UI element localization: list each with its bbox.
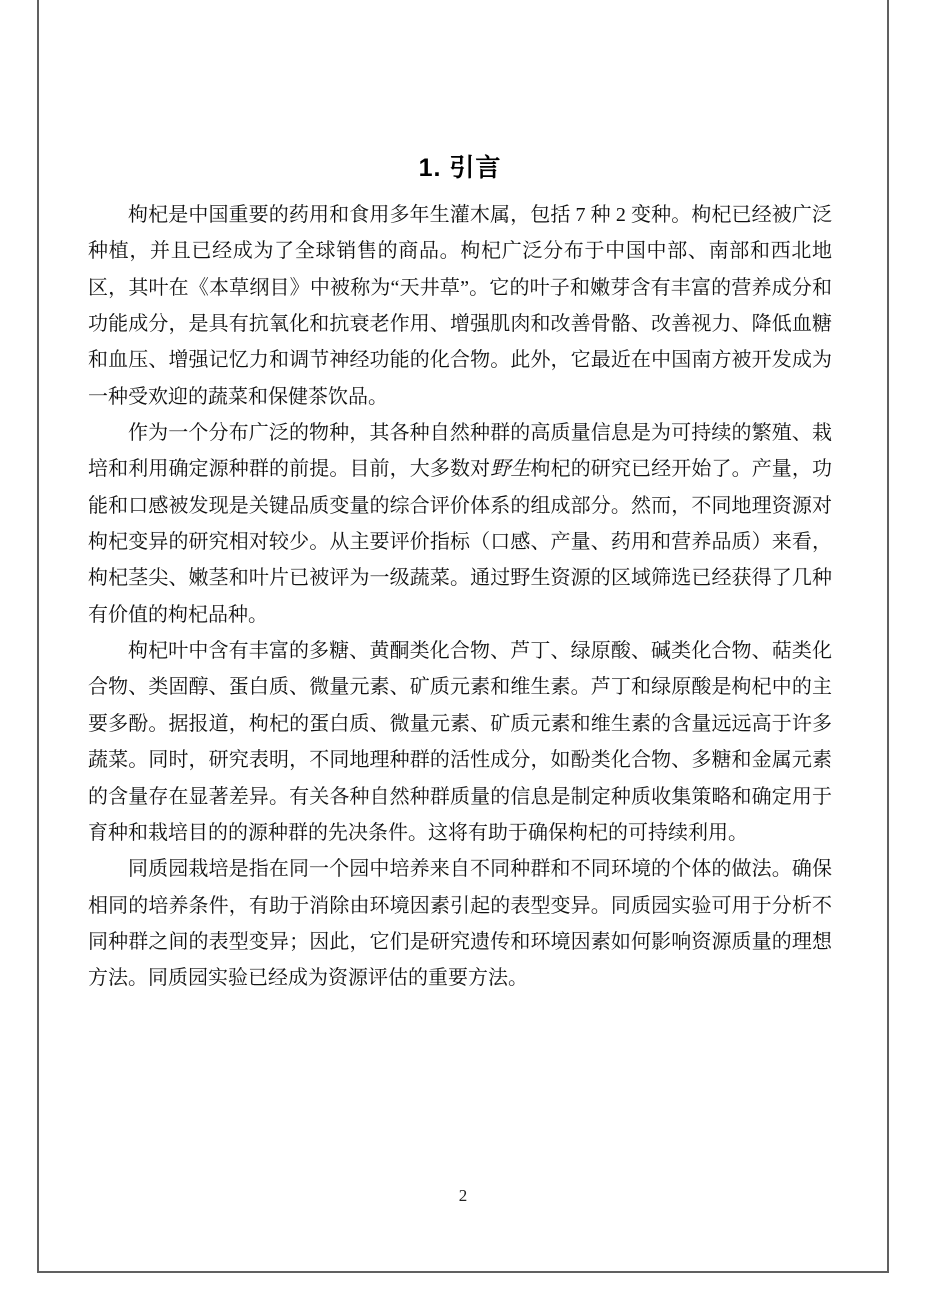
paragraph-text: 枸杞的研究已经开始了。产量，功能和口感被发现是关键品质变量的综合评价体系的组成部分。然而，不同地理资源对枸杞变异的研究相对较少。从主要评价指标（口感、产量、药用和营养品质）来看，枸杞茎尖、嫩茎和叶片已被评为一级蔬菜。通过野生资源的区域筛选已经获得了几种有价值的枸杞品种。	[88, 458, 833, 626]
paragraph-text: 枸杞叶中含有丰富的多糖、黄酮类化合物、芦丁、绿原酸、碱类化合物、萜类化合物、类固醇、蛋白质、微量元素、矿质元素和维生素。芦丁和绿原酸是枸杞中的主要多酚。据报道，枸杞的蛋白质、微量元素、矿质元素和维生素的含量远远高于许多蔬菜。同时，研究表明，不同地理种群的活性成分，如酚类化合物、多糖和金属元素的含量存在显著差异。有关各种自然种群质量的信息是制定种质收集策略和确定用于育种和栽培目的的源种群的先决条件。这将有助于确保枸杞的可持续利用。	[88, 640, 832, 844]
paragraph-text: 作为一个分布广泛的物种，其各种自然种群的高质量信息是为可持续的繁殖、栽培和利用确定源种群的前提。目前，大多数对	[88, 422, 832, 481]
document-body	[88, 197, 832, 997]
paragraph-composition	[88, 633, 832, 851]
paragraph-common-garden	[88, 851, 832, 996]
page-number: 2	[458, 1186, 468, 1205]
italic-term: 野生	[490, 458, 531, 481]
paragraph-goji-overview	[88, 197, 832, 415]
section-heading: 1. 引言	[418, 154, 502, 182]
paragraph-text: 枸杞是中国重要的药用和食用多年生灌木属，包括 7 种 2 变种。枸杞已经被广泛种植，并且已经成为了全球销售的商品。枸杞广泛分布于中国中部、南部和西北地区，其叶在《本草纲目》中被称为“天井草”。它的叶子和嫩芽含有丰富的营养成分和功能成分，是具有抗氧化和抗衰老作用、增强肌肉和改善骨骼、改善视力、降低血糖和血压、增强记忆力和调节神经功能的化合物。此外，它最近在中国南方被开发成为一种受欢迎的蔬菜和保健茶饮品。	[88, 204, 832, 408]
paragraph-populations	[88, 415, 832, 633]
paragraph-text: 同质园栽培是指在同一个园中培养来自不同种群和不同环境的个体的做法。确保相同的培养条件，有助于消除由环境因素引起的表型变异。同质园实验可用于分析不同种群之间的表型变异；因此，它们是研究遗传和环境因素如何影响资源质量的理想方法。同质园实验已经成为资源评估的重要方法。	[88, 858, 832, 990]
